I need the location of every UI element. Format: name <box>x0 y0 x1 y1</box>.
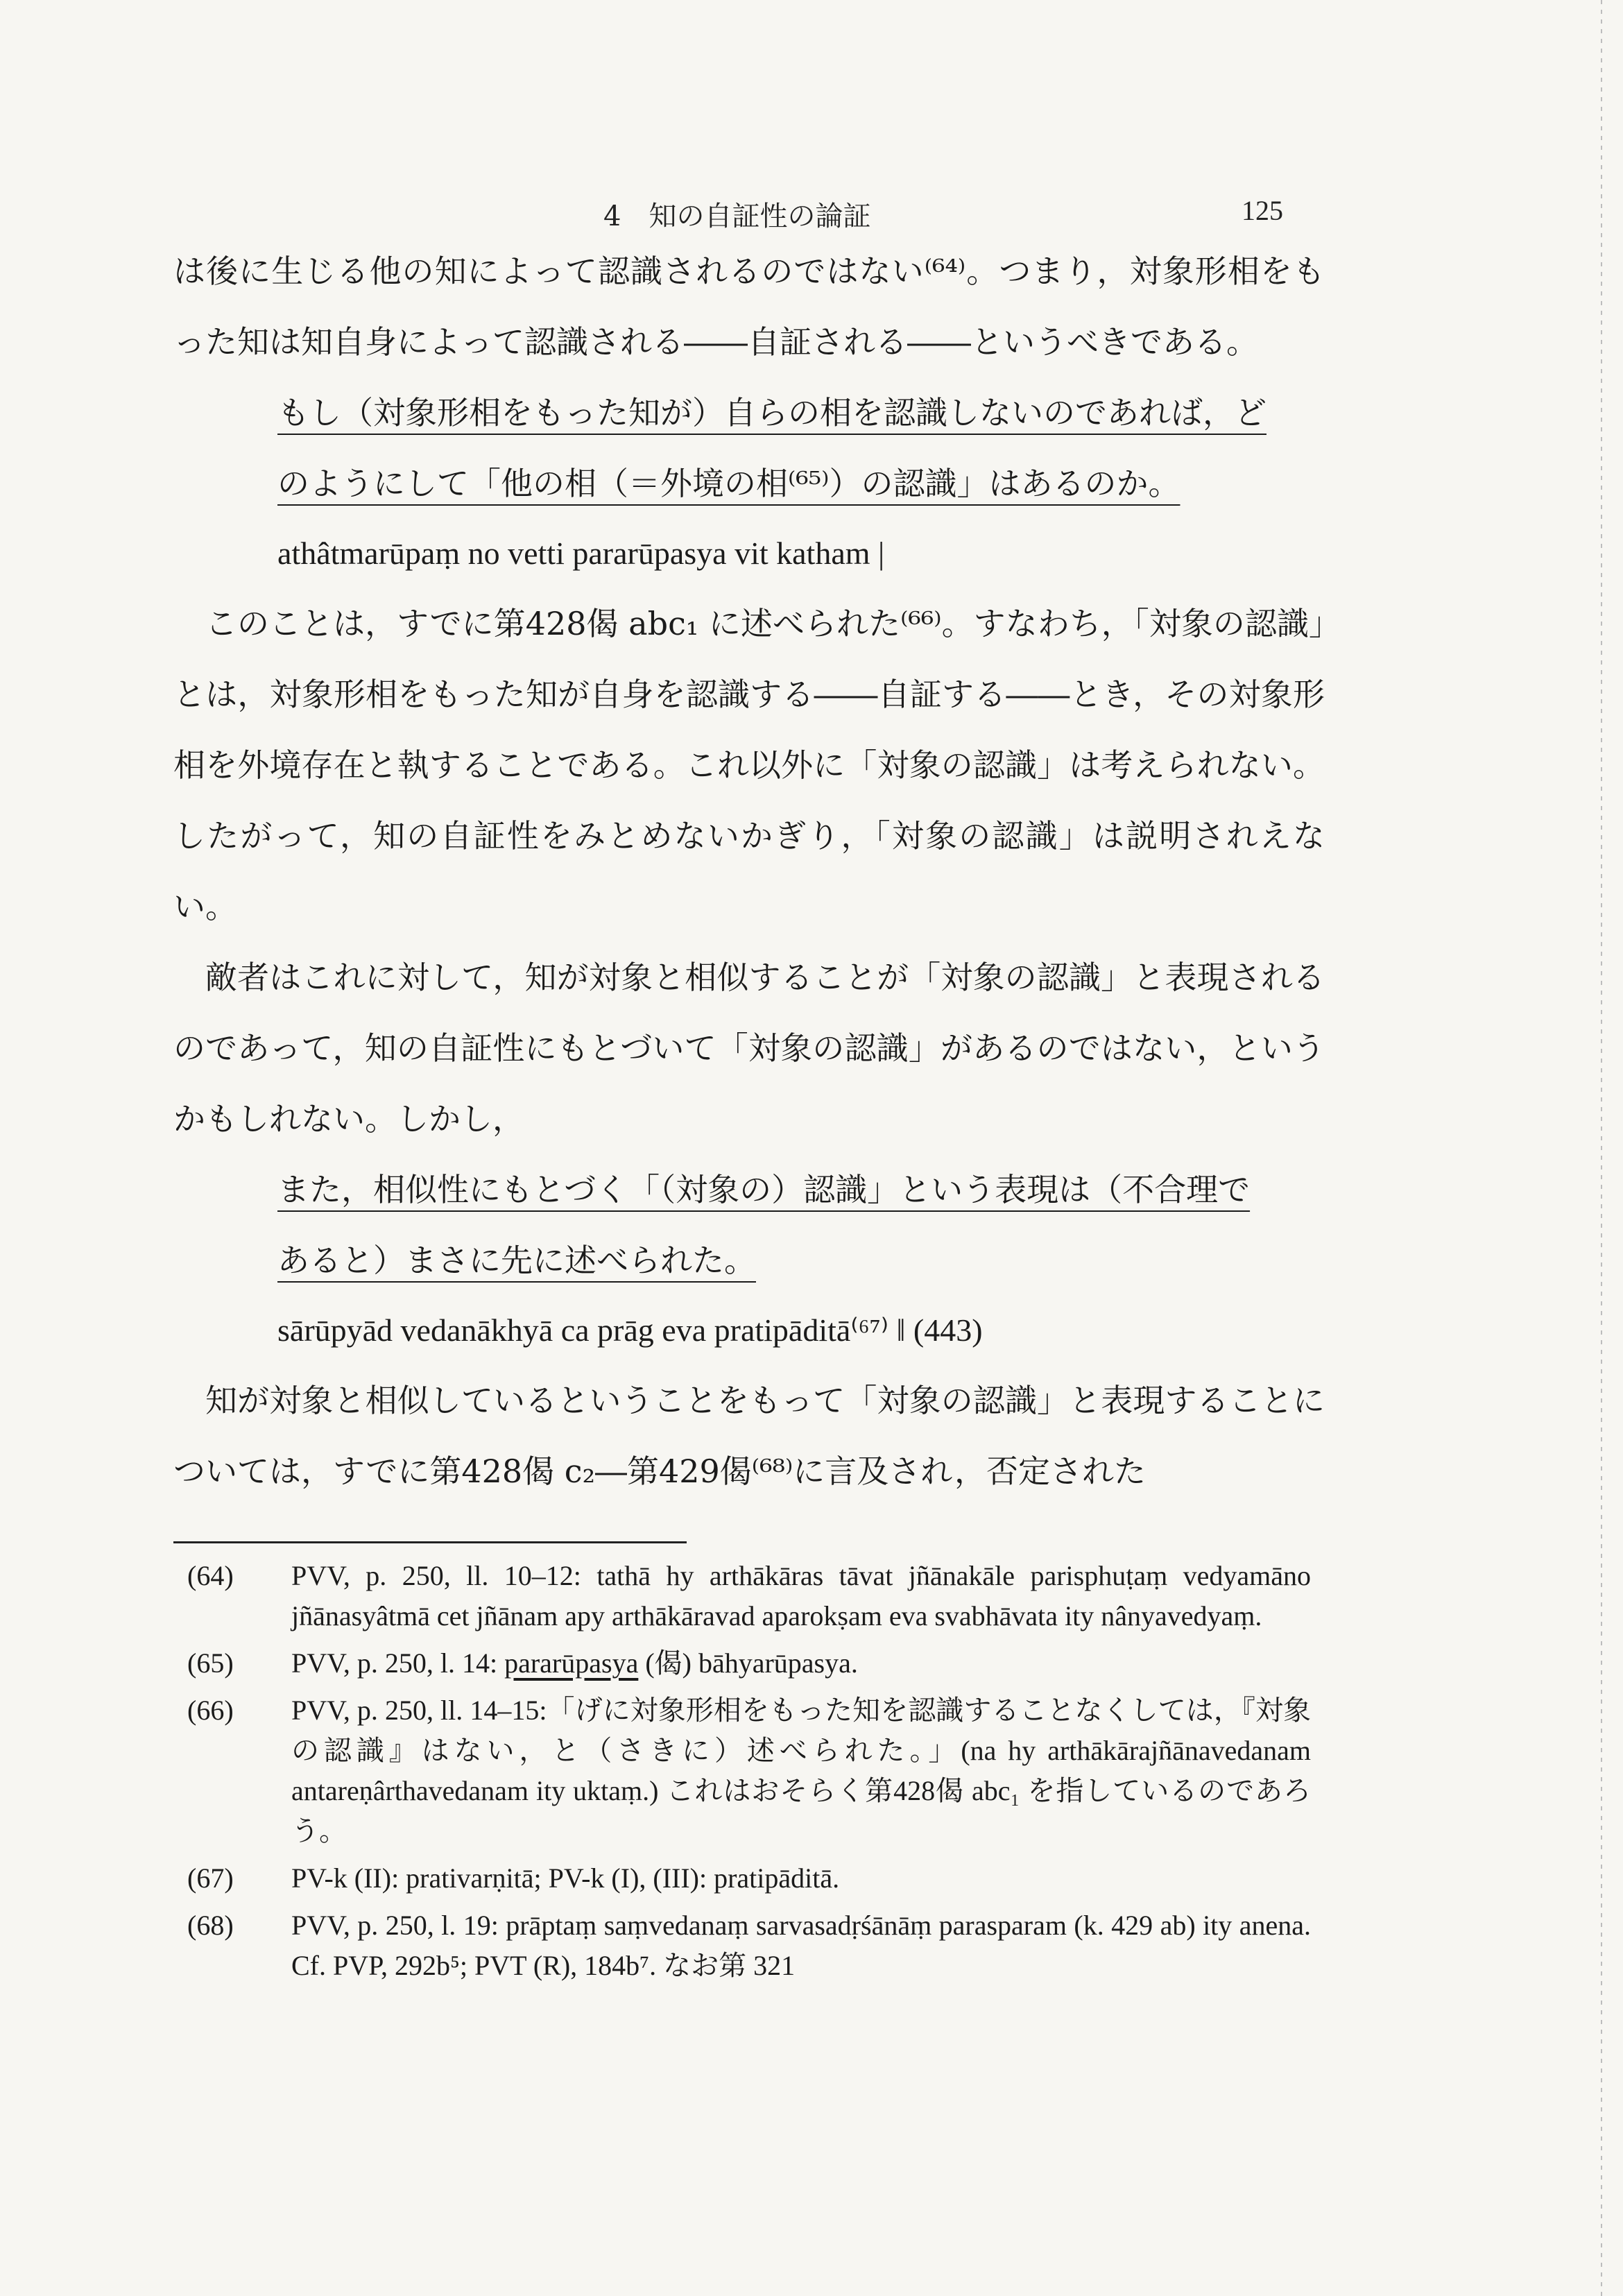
paragraph-1: は後に生じる他の知によって認識されるのではない⁽⁶⁴⁾。つまり，対象形相をもった知は知自身によって認識される――自証される――というべきである。 <box>173 252 1325 361</box>
underlined-verse-1: もし（対象形相をもった知が）自らの相を認識しないのであれば，どのようにして「他の相（＝外境の相⁽⁶⁵⁾）の認識」はあるのか。 <box>277 394 1266 502</box>
paragraph-4: 知が対象と相似しているということをもって「対象の認識」と表現することについては，すでに第428偈 c₂―第429偈⁽⁶⁸⁾に言及され，否定された <box>173 1382 1325 1490</box>
footnote-65 <box>173 1643 1325 1684</box>
verse-translation-1 <box>173 377 1325 519</box>
footnote-text-post: (偈) bāhyarūpasya. <box>638 1647 858 1679</box>
footnote-text-pre: PVV, p. 250, l. 14: <box>291 1647 505 1679</box>
footnote-64 <box>173 1556 1325 1636</box>
footnote-text: PVV, p. 250, l. 19: prāptaṃ saṃvedanaṃ sarvasadṛśānāṃ parasparam (k. 429 ab) ity anena. Cf. PVP, 292b⁵; PVT (R), 184b⁷. なお第 321 <box>291 1910 1311 1981</box>
chapter-title: 4 知の自証性の論証 <box>603 200 871 232</box>
sanskrit-verse-2: sārūpyād vedanākhyā ca prāg eva pratipāditā⁽⁶⁷⁾ ‖ (443) <box>277 1312 983 1348</box>
underlined-verse-2: また，相似性にもとづく「（対象の）認識」という表現は（不合理であると）まさに先に述べられた。 <box>277 1171 1251 1279</box>
footnote-rule <box>173 1541 687 1543</box>
footnote-number: (67) <box>187 1862 234 1894</box>
book-page <box>173 187 1325 1993</box>
footnote-number: (65) <box>187 1647 234 1679</box>
footnote-67 <box>173 1858 1325 1899</box>
verse-translation-2 <box>173 1154 1325 1296</box>
footnote-text: PVV, p. 250, ll. 14–15:「げに対象形相をもった知を認識することなくしては，『対象の認識』はない，と（さきに）述べられた。」(na hy arthākārajñānavedanam antareṇârthavedanam ity uktaṃ.) これはおそらく第428偈 abc₁ を指しているのであろう。 <box>291 1695 1311 1847</box>
footnote-text: PVV, p. 250, ll. 10–12: tathā hy arthākāras tāvat jñānakāle parisphuṭaṃ vedyamāno jñānasyâtmā cet jñānam apy arthākāravad aparokṣam eva svabhāvata ity nânyavedyaṃ. <box>291 1560 1311 1631</box>
footnote-number: (66) <box>187 1695 234 1726</box>
footnote-number: (64) <box>187 1560 234 1591</box>
footnote-text: PV-k (II): prativarṇitā; PV-k (I), (III): pratipāditā. <box>291 1862 840 1894</box>
footnote-66 <box>173 1690 1325 1851</box>
footnote-underlined-term: pararūpasya <box>504 1647 639 1679</box>
page-edge-line <box>1601 0 1602 2296</box>
sanskrit-verse-1: athâtmarūpaṃ no vetti pararūpasya vit katham | <box>277 536 885 571</box>
paragraph-2: このことは，すでに第428偈 abc₁ に述べられた⁽⁶⁶⁾。すなわち，「対象の認識」とは，対象形相をもった知が自身を認識する――自証する――とき，その対象形相を外境存在と執することである。これ以外に「対象の認識」は考えられない。したがって，知の自証性をみとめないかぎり，「対象の認識」は説明されえない。 <box>173 605 1325 925</box>
footnote-number: (68) <box>187 1910 234 1941</box>
footnote-68 <box>173 1905 1325 1986</box>
running-header <box>173 187 1325 236</box>
paragraph-3: 敵者はこれに対して，知が対象と相似することが「対象の認識」と表現されるのであって，知の自証性にもとづいて「対象の認識」があるのではない，というかもしれない。しかし， <box>173 959 1325 1138</box>
page-number: 125 <box>1242 195 1283 226</box>
footnote-text <box>291 1643 1325 1684</box>
